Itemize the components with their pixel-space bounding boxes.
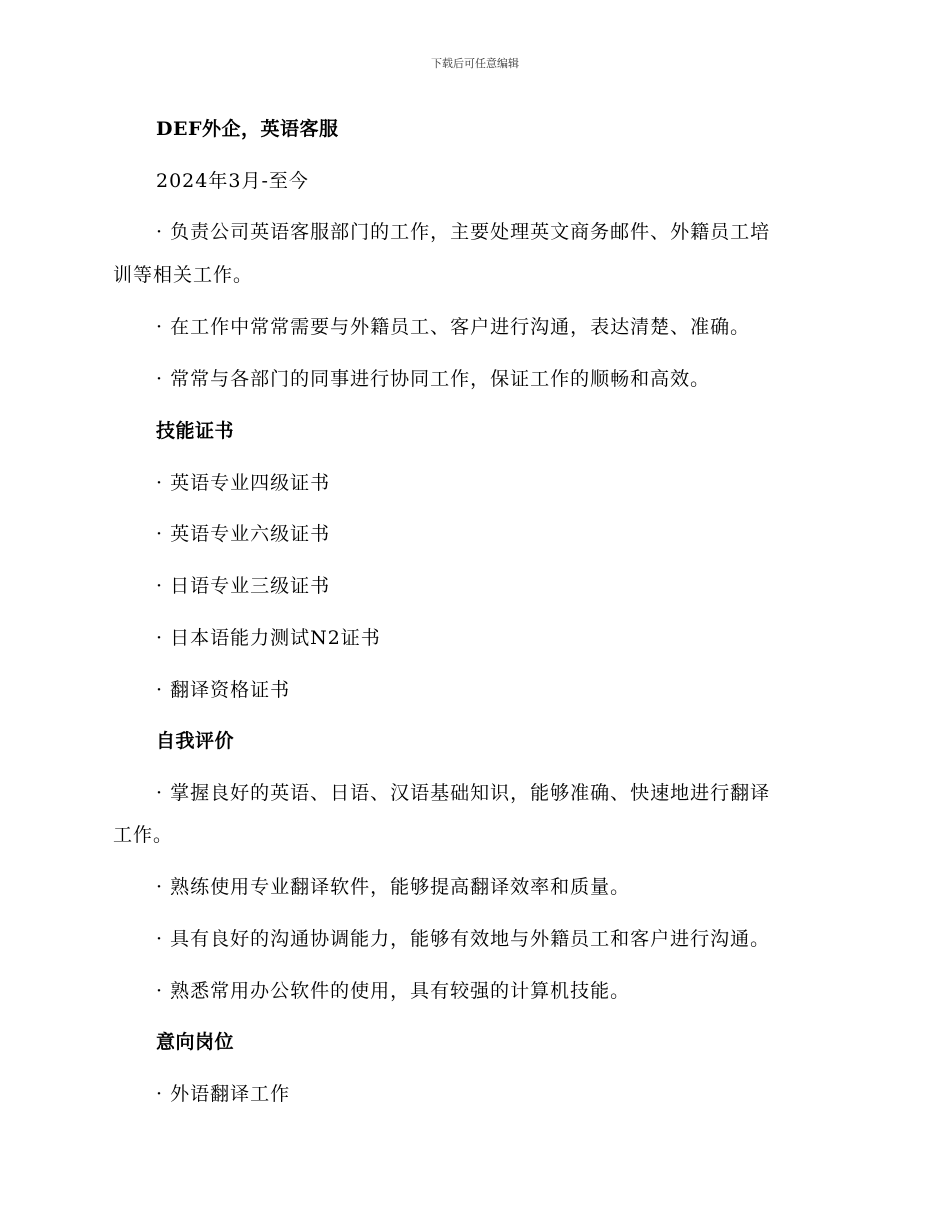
skills-heading: 技能证书 [156, 420, 235, 442]
intent-item-1: · 外语翻译工作 [156, 1083, 291, 1105]
skill-item-3: · 日语专业三级证书 [156, 575, 331, 597]
job-bullet-3: · 常常与各部门的同事进行协同工作，保证工作的顺畅和高效。 [156, 368, 711, 390]
skill-item-1: · 英语专业四级证书 [156, 472, 331, 494]
job-bullet-1: · 负责公司英语客服部门的工作，主要处理英文商务邮件、外籍员工培 [156, 221, 771, 243]
job-bullet-2: · 在工作中常常需要与外籍员工、客户进行沟通，表达清楚、准确。 [156, 316, 751, 338]
job-period: 2024年3月-至今 [156, 170, 309, 192]
page-header-note: 下载后可任意编辑 [431, 57, 519, 70]
self-eval-item-1: · 掌握良好的英语、日语、汉语基础知识，能够准确、快速地进行翻译 [156, 782, 771, 804]
skill-item-5: · 翻译资格证书 [156, 679, 291, 701]
self-eval-heading: 自我评价 [156, 730, 235, 752]
intent-heading: 意向岗位 [156, 1031, 235, 1053]
self-eval-item-3: · 具有良好的沟通协调能力，能够有效地与外籍员工和客户进行沟通。 [156, 928, 771, 950]
job-bullet-1-continued: 训等相关工作。 [113, 264, 254, 286]
self-eval-item-1-continued: 工作。 [113, 824, 174, 846]
job-title: DEF外企，英语客服 [156, 118, 339, 140]
self-eval-item-2: · 熟练使用专业翻译软件，能够提高翻译效率和质量。 [156, 876, 631, 898]
self-eval-item-4: · 熟悉常用办公软件的使用，具有较强的计算机技能。 [156, 980, 631, 1002]
skill-item-4: · 日本语能力测试N2证书 [156, 627, 381, 649]
skill-item-2: · 英语专业六级证书 [156, 523, 331, 545]
